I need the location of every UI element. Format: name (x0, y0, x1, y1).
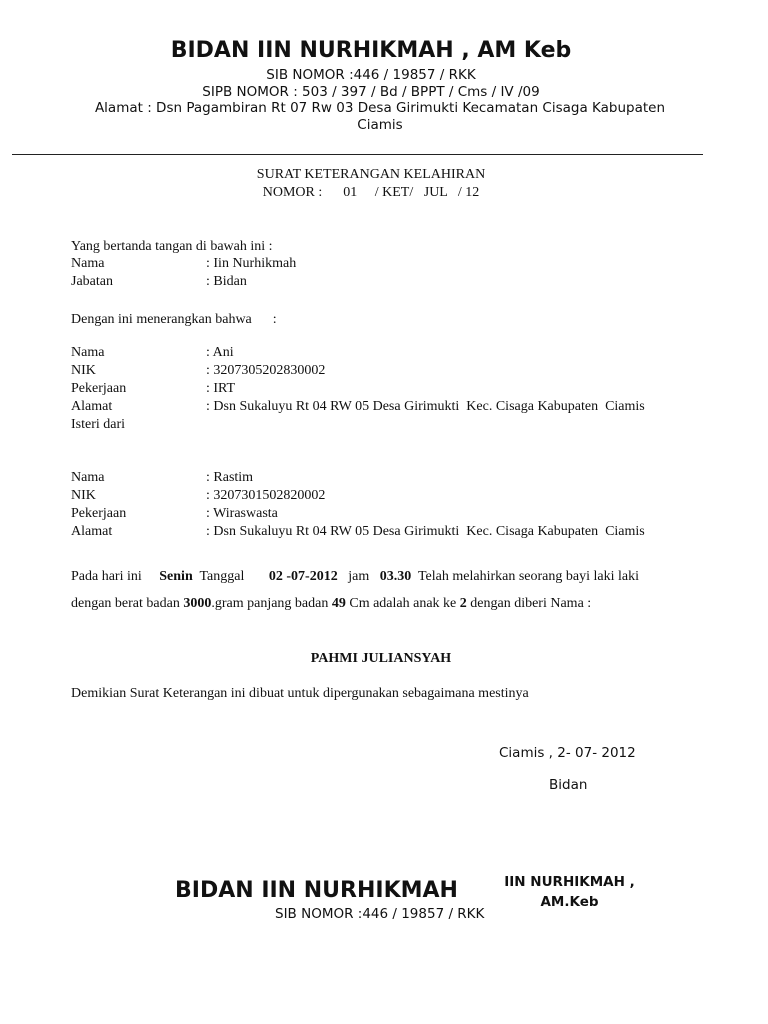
header-sib: SIB NOMOR :446 / 19857 / RKK (266, 67, 476, 83)
birth-paragraph-line-2 (71, 596, 591, 612)
header-address: Alamat : Dsn Pagambiran Rt 07 Rw 03 Desa Girimukti Kecamatan Cisaga Kabupaten Ciamis (94, 100, 666, 133)
header-title: BIDAN IIN NURHIKMAH , AM Keb (170, 38, 572, 63)
field-value: : Ani (206, 345, 234, 360)
field-label: NIK (71, 488, 96, 503)
field-value: : Wiraswasta (206, 506, 278, 521)
birth-order: 2 (459, 596, 467, 611)
field-value: : Iin Nurhikmah (206, 256, 297, 271)
birth-text: . (211, 596, 215, 611)
header-divider (12, 154, 703, 155)
signatory-name-line-1: IIN NURHIKMAH , (504, 874, 635, 890)
birth-text: Telah melahirkan seorang bayi laki laki (417, 569, 639, 584)
field-value: : 3207301502820002 (206, 488, 326, 503)
field-label: Jabatan (71, 274, 113, 289)
birth-weight: 3000 (183, 596, 212, 611)
field-label: Alamat (71, 399, 113, 414)
signatory-name (497, 872, 642, 912)
birth-text: gram panjang badan (214, 596, 329, 611)
field-value: : 3207305202830002 (206, 363, 326, 378)
field-label: Nama (71, 345, 105, 360)
document-number: NOMOR : 01 / KET/ JUL / 12 (262, 185, 480, 200)
signature-role: Bidan (549, 777, 588, 793)
field-label: Nama (71, 256, 105, 271)
birth-time: 03.30 (379, 569, 412, 584)
document-title: SURAT KETERANGAN KELAHIRAN (256, 167, 486, 182)
field-label: Alamat (71, 524, 113, 539)
field-label: Pekerjaan (71, 506, 127, 521)
closing-text: Demikian Surat Keterangan ini dibuat untuk dipergunakan sebagaimana mestinya (71, 686, 529, 701)
birth-text: dengan diberi Nama : (470, 596, 592, 611)
field-label: Nama (71, 470, 105, 485)
stamp-sib: SIB NOMOR :446 / 19857 / RKK (275, 906, 485, 922)
field-label: Pekerjaan (71, 381, 127, 396)
stamp-title: BIDAN IIN NURHIKMAH (175, 878, 458, 903)
mother-fields (0, 345, 768, 437)
father-fields (0, 470, 768, 542)
birth-length: 49 (331, 596, 346, 611)
field-value: : Bidan (206, 274, 247, 289)
wife-of-label: Isteri dari (71, 417, 126, 432)
field-value: : Dsn Sukaluyu Rt 04 RW 05 Desa Girimukti Kec. Cisaga Kabupaten Ciamis (206, 399, 645, 414)
birth-text: jam (348, 569, 370, 584)
statement-text: Dengan ini menerangkan bahwa : (71, 312, 277, 327)
birth-text: Tanggal (199, 569, 245, 584)
birth-day: Senin (159, 569, 193, 584)
signatory-fields (0, 256, 768, 292)
signatory-intro: Yang bertanda tangan di bawah ini : (71, 239, 273, 254)
birth-text: dengan berat badan (71, 596, 180, 611)
field-value: : Rastim (206, 470, 254, 485)
child-name: PAHMI JULIANSYAH (310, 651, 452, 666)
birth-paragraph-line-1 (71, 569, 639, 585)
header-sipb: SIPB NOMOR : 503 / 397 / Bd / BPPT / Cms / IV /09 (202, 84, 540, 100)
field-value: : Dsn Sukaluyu Rt 04 RW 05 Desa Girimukti Kec. Cisaga Kabupaten Ciamis (206, 524, 645, 539)
field-label: NIK (71, 363, 96, 378)
birth-text: Pada hari ini (71, 569, 142, 584)
signature-place-date: Ciamis , 2- 07- 2012 (499, 745, 636, 761)
birth-date: 02 -07-2012 (268, 569, 338, 584)
field-value: : IRT (206, 381, 236, 396)
signatory-name-line-2: AM.Keb (540, 894, 599, 910)
birth-text: Cm adalah anak ke (349, 596, 457, 611)
